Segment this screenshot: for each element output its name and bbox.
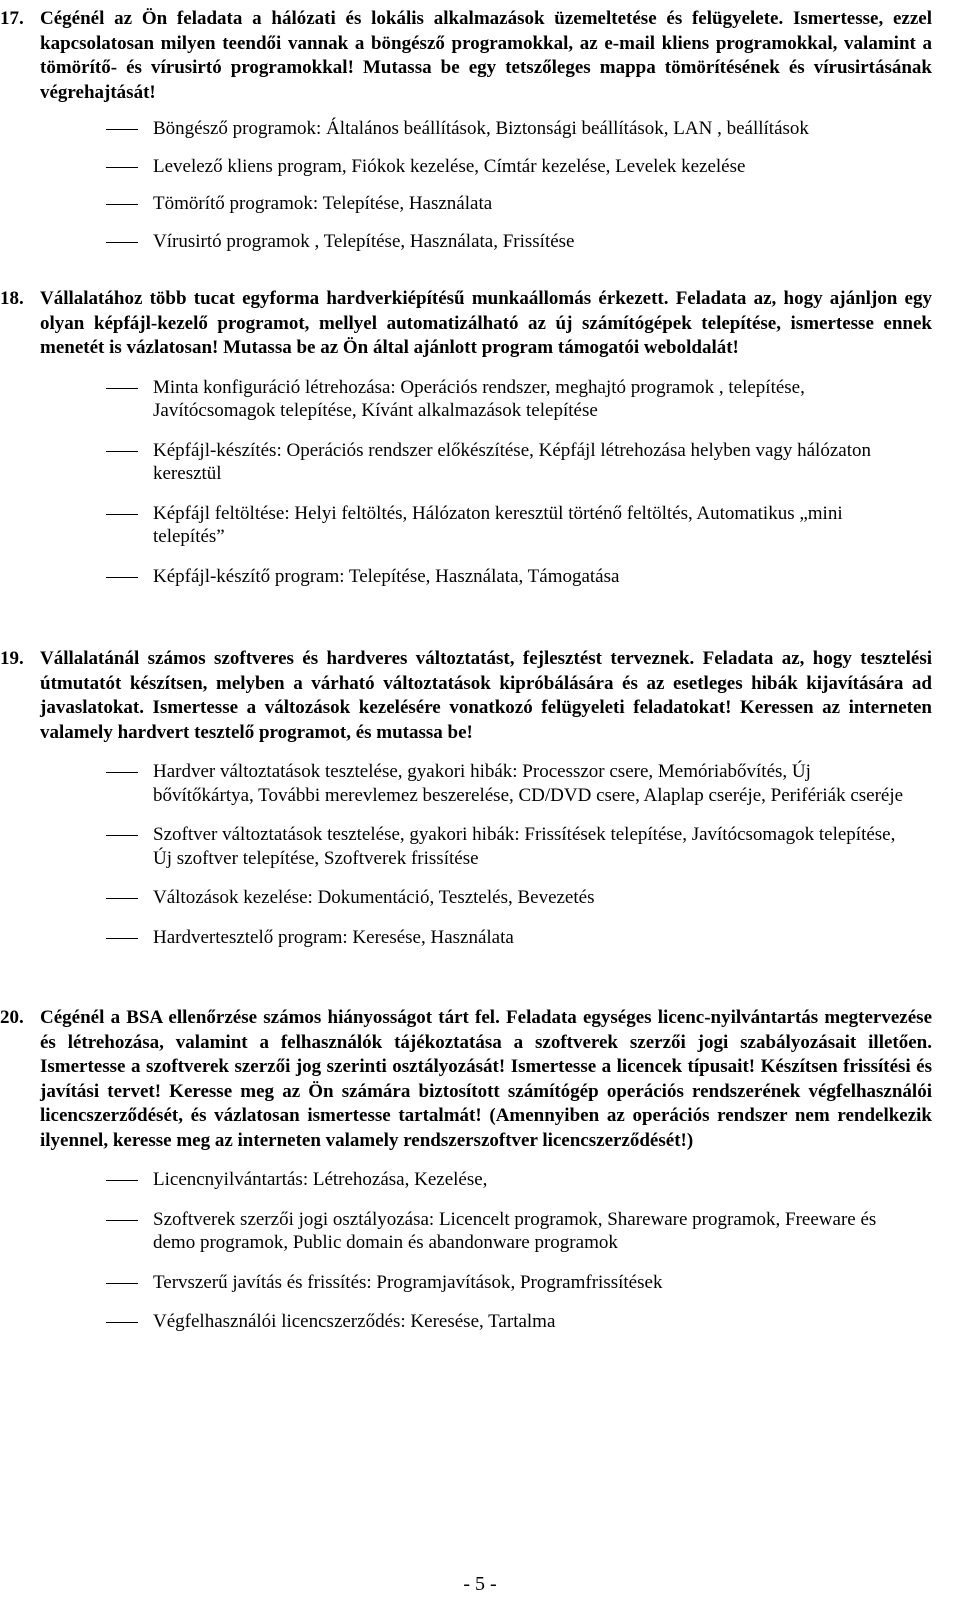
list-item [0, 1271, 913, 1295]
question-17 [0, 7, 960, 253]
question-heading [0, 7, 932, 105]
list-item-text: Képfájl feltöltése: Helyi feltöltés, Hálózaton keresztül történő feltöltés, Automatikus „mini telepítés” [153, 502, 843, 547]
question-text: Cégénél az Ön feladata a hálózati és lokális alkalmazások üzemeltetése és felügyelete. Ismertesse, ezzel kapcsolatosan milyen teendői vannak a böngésző programokkal, az e-mail kliens programokkal, valamint a tömörítő- és vírusirtó programokkal! Mutassa be egy tetszőleges mappa tömörítésének és vírusirtásának végrehajtását! [40, 8, 932, 103]
list-item [0, 1168, 913, 1192]
list-item-text: Képfájl-készítő program: Telepítése, Használata, Támogatása [153, 565, 620, 587]
list-item-text: Levelező kliens program, Fiókok kezelése, Címtár kezelése, Levelek kezelése [153, 155, 746, 177]
list-item [0, 886, 913, 910]
list-item [0, 565, 913, 589]
list-item-text: Végfelhasználói licencszerződés: Keresése, Tartalma [153, 1311, 556, 1332]
list-item-text: Változások kezelése: Dokumentáció, Tesztelés, Bevezetés [153, 887, 595, 908]
list-item-text: Vírusirtó programok , Telepítése, Használata, Frissítése [153, 230, 575, 252]
list-item-text: Böngésző programok: Általános beállítások, Biztonsági beállítások, LAN , beállítások [153, 118, 809, 139]
question-18 [0, 287, 960, 588]
list-item-text: Képfájl-készítés: Operációs rendszer előkészítése, Képfájl létrehozása helyben vagy hálózaton keresztül [153, 439, 871, 484]
answer-list [0, 760, 960, 949]
list-item [0, 155, 913, 179]
list-item-text: Tervszerű javítás és frissítés: Programjavítások, Programfrissítések [153, 1271, 663, 1293]
question-heading [0, 287, 932, 361]
page-number [0, 1572, 960, 1596]
list-item-text: Minta konfiguráció létrehozása: Operációs rendszer, meghajtó programok , telepítése, Javítócsomagok telepítése, Kívánt alkalmazások telepítése [153, 376, 805, 421]
list-item [0, 760, 913, 807]
list-item [0, 230, 913, 254]
list-item [0, 926, 913, 950]
question-20 [0, 1006, 960, 1334]
question-heading [0, 647, 932, 745]
list-item [0, 117, 913, 141]
list-item-text: Licencnyilvántartás: Létrehozása, Kezelése, [153, 1169, 488, 1190]
list-item-text: Hardver változtatások tesztelése, gyakori hibák: Processzor csere, Memóriabővítés, Új bővítőkártya, További merevlemez beszerelése, CD/DVD csere, Alaplap cseréje, Perifériák cseréje [153, 761, 904, 806]
question-number: 19. [0, 648, 24, 669]
question-number: 17. [0, 8, 24, 29]
answer-list [0, 117, 960, 253]
list-item [0, 1310, 913, 1334]
list-item [0, 376, 913, 423]
list-item [0, 1208, 913, 1255]
page-number-text: - 5 - [463, 1573, 497, 1595]
question-text: Vállalatánál számos szoftveres és hardveres változtatást, fejlesztést terveznek. Feladata az, hogy tesztelési útmutatót készítsen, melyben a várható változtatások kipróbálására és az esetleges hibák kijavítására ad javaslatokat. Ismertesse a változások kezelésére vonatkozó felügyeleti feladatokat! Keressen az interneten valamely hardvert tesztelő programot, és mutassa be! [40, 648, 932, 743]
question-number: 18. [0, 288, 24, 309]
list-item-text: Szoftver változtatások tesztelése, gyakori hibák: Frissítések telepítése, Javítócsomagok telepítése, Új szoftver telepítése, Szoftverek frissítése [153, 824, 896, 869]
question-heading [0, 1006, 932, 1153]
list-item [0, 823, 913, 870]
list-item [0, 192, 913, 216]
question-19 [0, 647, 960, 949]
list-item-text: Tömörítő programok: Telepítése, Használata [153, 193, 493, 214]
question-number: 20. [0, 1007, 24, 1028]
question-text: Cégénél a BSA ellenőrzése számos hiányosságot tárt fel. Feladata egységes licenc-nyilvántartás megtervezése és létrehozása, valamint a felhasználók tájékoztatása a szoftverek szerzői jogi szabályozásait illetően. Ismertesse a szoftverek szerzői jog szerinti osztályozását! Ismertesse a licencek típusait! Készítsen frissítési és javítási tervet! Keresse meg az Ön számára biztosított számítógép operációs rendszerének végfelhasználói licencszerződését, és vázlatosan ismertesse tartalmát! (Amennyiben az operációs rendszer nem rendelkezik ilyennel, keresse meg az interneten valamely rendszerszoftver licencszerződését!) [40, 1007, 932, 1151]
list-item-text: Hardvertesztelő program: Keresése, Használata [153, 926, 514, 948]
answer-list [0, 376, 960, 589]
list-item [0, 502, 913, 549]
question-text: Vállalatához több tucat egyforma hardverkiépítésű munkaállomás érkezett. Feladata az, hogy ajánljon egy olyan képfájl-kezelő programot, mellyel automatizálható az új számítógépek telepítése, ismertesse ennek menetét is vázlatosan! Mutassa be az Ön által ajánlott program támogatói weboldalát! [40, 288, 932, 358]
list-item-text: Szoftverek szerzői jogi osztályozása: Licencelt programok, Shareware programok, Freeware és demo programok, Public domain és abandonware programok [153, 1208, 877, 1253]
answer-list [0, 1168, 960, 1334]
list-item [0, 439, 913, 486]
